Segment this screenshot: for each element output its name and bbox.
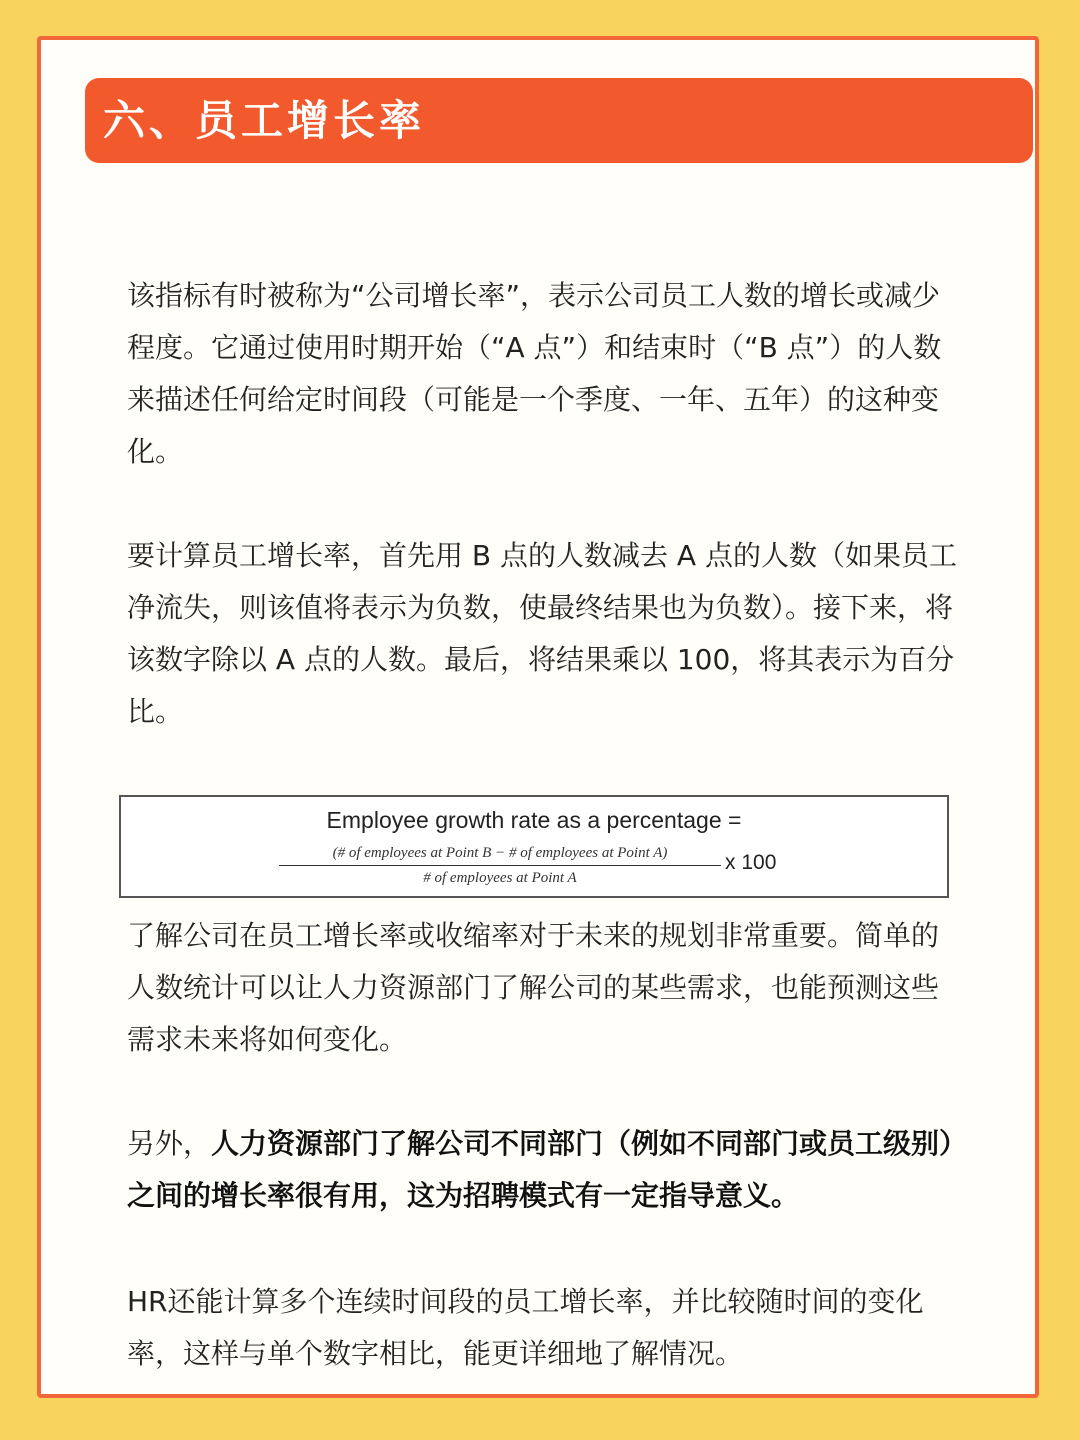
paragraph-calculation: 要计算员工增长率，首先用 B 点的人数减去 A 点的人数（如果员工净流失，则该值将表示为负数，使最终结果也为负数）。接下来，将该数字除以 A 点的人数。最后，将结果乘以 100，将其表示为百分比。 — [127, 539, 957, 728]
paragraph-periods: HR还能计算多个连续时间段的员工增长率，并比较随时间的变化率，这样与单个数字相比，能更详细地了解情况。 — [127, 1285, 924, 1370]
formula-fraction — [279, 843, 721, 888]
paragraph-departments-prefix: 另外， — [127, 1127, 212, 1160]
section-header — [85, 78, 1033, 163]
formula-title: Employee growth rate as a percentage = — [326, 807, 742, 833]
formula-box — [119, 795, 949, 898]
section-title: 六、员工增长率 — [103, 96, 426, 145]
paragraph-departments — [127, 1118, 957, 1222]
content-card — [37, 36, 1039, 1398]
paragraph-importance: 了解公司在员工增长率或收缩率对于未来的规划非常重要。简单的人数统计可以让人力资源部门了解公司的某些需求，也能预测这些需求未来将如何变化。 — [127, 919, 940, 1056]
paragraph-departments-emphasis: 人力资源部门了解公司不同部门（例如不同部门或员工级别）之间的增长率很有用，这为招聘模式有一定指导意义。 — [127, 1127, 954, 1212]
formula-multiplier: x 100 — [725, 851, 777, 874]
paragraph-definition: 该指标有时被称为“公司增长率”，表示公司员工人数的增长或减少程度。它通过使用时期开始（“A 点”）和结束时（“B 点”）的人数来描述任何给定时间段（可能是一个季度、一年、五年）的这种变化。 — [127, 279, 942, 468]
formula-denominator: # of employees at Point A — [423, 870, 577, 886]
formula-numerator: (# of employees at Point B − # of employees at Point A) — [279, 843, 721, 866]
